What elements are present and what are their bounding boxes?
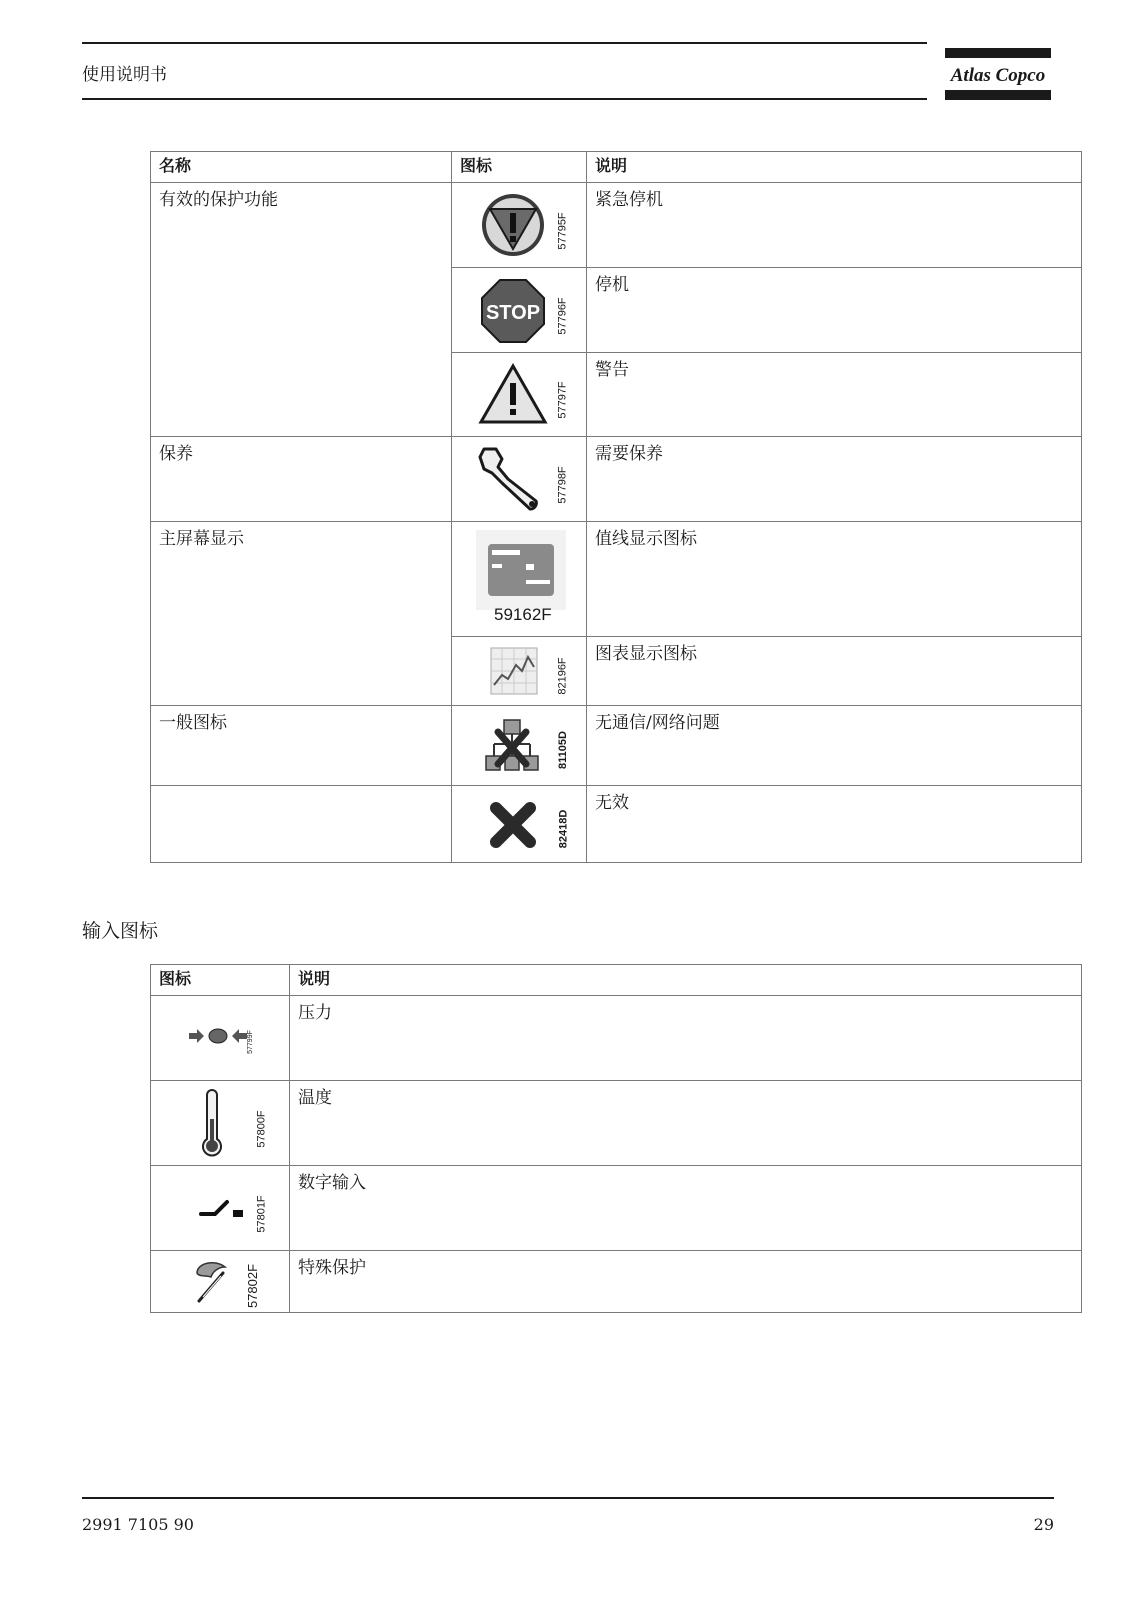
- special-protection-icon: [193, 1259, 233, 1305]
- icon-cell: [151, 1166, 290, 1251]
- row-name-protection: 有效的保护功能: [151, 183, 452, 437]
- footer-page-number: 29: [1033, 1515, 1054, 1534]
- row-description: 停机: [587, 268, 1082, 353]
- col-header-description: 说明: [290, 965, 1082, 996]
- icon-code: 59162F: [494, 605, 552, 624]
- icon-cell: [452, 437, 587, 522]
- atlas-copco-logo: [945, 48, 1051, 100]
- icon-cell: [151, 996, 290, 1081]
- row-description: 压力: [290, 996, 1082, 1081]
- icon-code: 81105D: [556, 731, 569, 769]
- header-bottom-rule: [82, 98, 927, 100]
- col-header-name: 名称: [151, 152, 452, 183]
- emergency-stop-icon: [480, 191, 546, 259]
- footer-rule: [82, 1497, 1054, 1499]
- chart-display-icon: [490, 647, 538, 695]
- icon-cell: [452, 706, 587, 786]
- header-title: 使用说明书: [82, 65, 167, 85]
- icon-code: 82418D: [557, 809, 570, 849]
- warning-triangle-icon: [478, 363, 548, 425]
- status-icons-table: [150, 151, 1082, 863]
- svg-text:Atlas Copco: Atlas Copco: [950, 65, 1046, 86]
- row-description: 需要保养: [587, 437, 1082, 522]
- col-header-icon: 图标: [452, 152, 587, 183]
- input-icons-table: [150, 964, 1082, 1313]
- row-description: 温度: [290, 1081, 1082, 1166]
- row-name-main-screen: 主屏幕显示: [151, 522, 452, 706]
- thermometer-icon: [197, 1089, 227, 1159]
- row-name-empty: [151, 786, 452, 863]
- icon-cell: [452, 637, 587, 706]
- row-description: 数字输入: [290, 1166, 1082, 1251]
- footer-doc-number: 2991 7105 90: [82, 1515, 194, 1534]
- icon-code: 82196F: [556, 657, 569, 695]
- icon-cell: [151, 1251, 290, 1313]
- icon-code: 57800F: [255, 1110, 268, 1148]
- header-top-rule: [82, 42, 927, 44]
- icon-cell: [452, 353, 587, 437]
- network-problem-icon: [484, 718, 540, 774]
- svg-text:STOP: STOP: [485, 302, 541, 324]
- row-description: 紧急停机: [587, 183, 1082, 268]
- value-display-icon: [476, 530, 566, 610]
- icon-cell: [452, 786, 587, 863]
- row-description: 图表显示图标: [587, 637, 1082, 706]
- row-description: 无通信/网络问题: [587, 706, 1082, 786]
- row-name-maintenance: 保养: [151, 437, 452, 522]
- icon-code: 57795F: [556, 212, 569, 250]
- icon-cell: [151, 1081, 290, 1166]
- invalid-x-icon: [488, 800, 538, 850]
- col-header-description: 说明: [587, 152, 1082, 183]
- row-name-general: 一般图标: [151, 706, 452, 786]
- icon-code: 57798F: [556, 466, 569, 504]
- row-description: 特殊保护: [290, 1251, 1082, 1313]
- icon-cell: [452, 268, 587, 353]
- icon-code: 57796F: [556, 297, 569, 335]
- icon-cell: [452, 522, 587, 637]
- row-description: 无效: [587, 786, 1082, 863]
- section-title: 输入图标: [82, 920, 159, 942]
- row-description: 警告: [587, 353, 1082, 437]
- digital-input-icon: [199, 1196, 245, 1218]
- wrench-icon: [478, 443, 548, 515]
- icon-cell: [452, 183, 587, 268]
- icon-code: 57801F: [255, 1195, 268, 1233]
- icon-code: 57799F: [246, 1030, 254, 1054]
- icon-code: 57802F: [245, 1263, 261, 1309]
- col-header-icon: 图标: [151, 965, 290, 996]
- row-description: 值线显示图标: [587, 522, 1082, 637]
- icon-code: 57797F: [556, 381, 569, 419]
- stop-sign-icon: [480, 278, 546, 344]
